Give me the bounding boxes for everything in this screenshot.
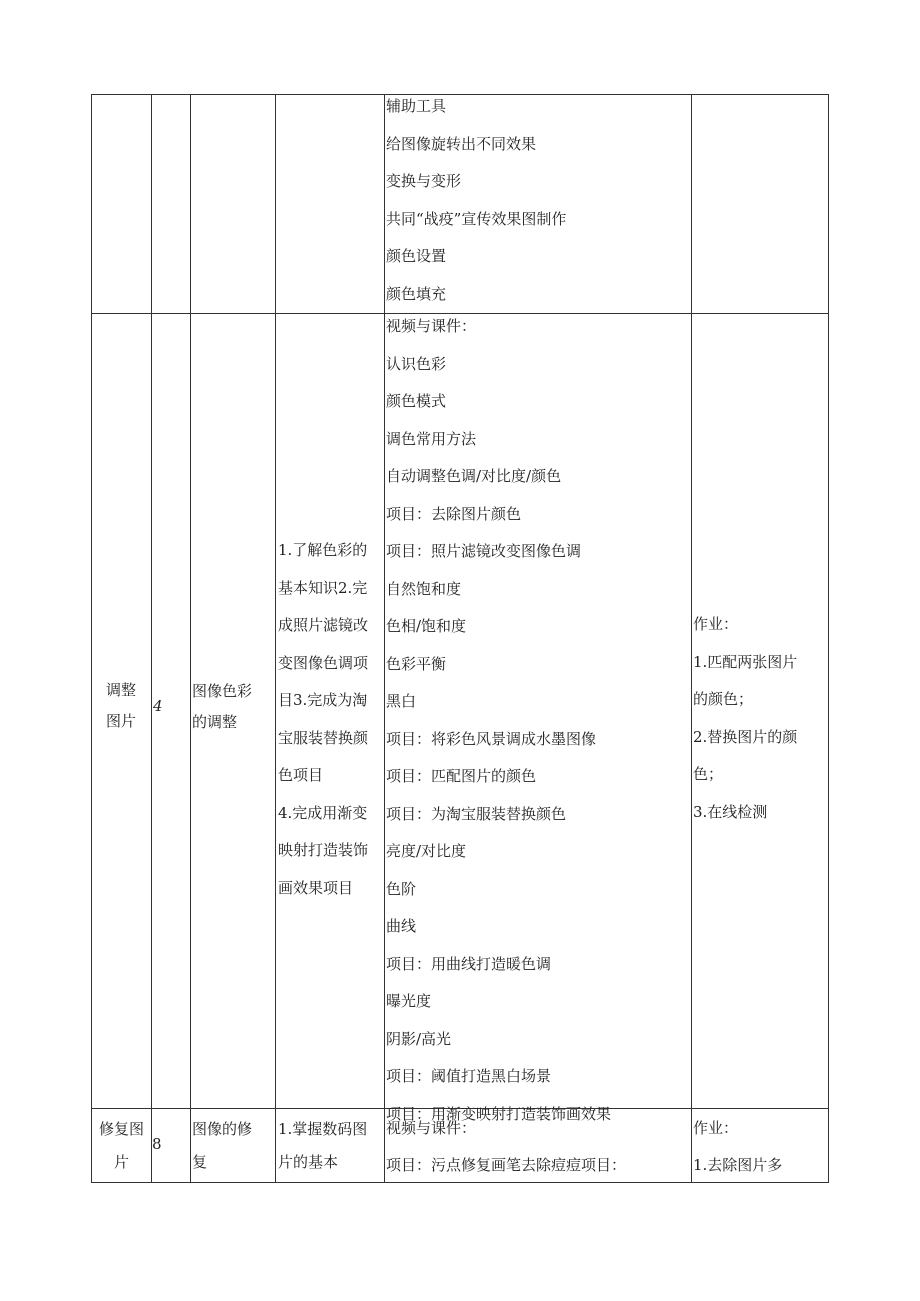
homework-line: 2.替换图片的颜 <box>693 727 798 746</box>
objective-line: 画效果项目 <box>278 878 354 897</box>
objective-line: 4.完成用渐变 <box>278 803 368 822</box>
module-line: 修复图 <box>98 1120 144 1138</box>
content-line: 共同“战疫”宣传效果图制作 <box>386 209 567 228</box>
homework-line: 的颜色； <box>693 690 754 708</box>
objective-line: 宝服装替换颜 <box>278 728 369 747</box>
col-line-5 <box>691 94 692 1182</box>
objective-line: 目3.完成为淘 <box>278 691 368 709</box>
content-line: 自动调整色调/对比度/颜色 <box>386 467 562 485</box>
objective-line: 映射打造装饰 <box>278 841 369 859</box>
content-line: 项目：将彩色风景调成水墨图像 <box>386 729 597 748</box>
topic-line: 图像的修 <box>192 1120 253 1138</box>
homework-line: 3.在线检测 <box>693 802 768 821</box>
objective-line: 色项目 <box>278 766 324 784</box>
content-line: 变换与变形 <box>386 172 462 190</box>
content-line: 色彩平衡 <box>386 654 447 673</box>
content-line: 认识色彩 <box>386 354 447 373</box>
objective-line: 基本知识2.完 <box>278 578 368 597</box>
content-line: 亮度/对比度 <box>386 842 467 860</box>
topic-line: 复 <box>192 1153 208 1171</box>
homework-line: 作业： <box>693 615 739 633</box>
row3-content <box>386 1110 689 1184</box>
row2-module <box>93 675 149 737</box>
row2-homework <box>693 606 827 831</box>
content-line: 色阶 <box>386 879 417 898</box>
content-line: 视频与课件： <box>386 1119 477 1137</box>
content-line: 黑白 <box>386 692 417 710</box>
row2-objectives <box>278 532 383 907</box>
content-line: 项目：照片滤镜改变图像色调 <box>386 542 582 560</box>
module-line: 图片 <box>105 712 136 730</box>
col-line-1 <box>151 94 152 1182</box>
objective-line: 成照片滤镜改 <box>278 616 369 634</box>
content-line: 项目：用渐变映射打造装饰画效果 <box>386 1104 612 1123</box>
col-line-4 <box>384 94 385 1182</box>
row3-homework <box>693 1110 827 1184</box>
content-line: 项目：污点修复画笔去除痘痘项目： <box>386 1156 627 1174</box>
objective-line: 片的基本 <box>278 1153 339 1171</box>
content-line: 给图像旋转出不同效果 <box>386 134 537 153</box>
homework-line: 作业： <box>693 1119 739 1137</box>
row3-hours: 8 <box>152 1135 162 1153</box>
col-line-6 <box>828 94 829 1182</box>
course-table <box>91 94 829 1182</box>
content-line: 颜色填充 <box>386 284 447 303</box>
row3-topic <box>192 1113 274 1179</box>
row2-topic <box>192 676 274 738</box>
content-line: 自然饱和度 <box>386 579 462 598</box>
objective-line: 1.掌握数码图 <box>278 1120 368 1138</box>
content-line: 色相/饱和度 <box>386 617 467 635</box>
homework-line: 1.去除图片多 <box>693 1156 783 1174</box>
objective-line: 变图像色调项 <box>278 653 369 672</box>
content-line: 项目：用曲线打造暖色调 <box>386 954 552 973</box>
row2-hours: 4 <box>153 697 163 715</box>
content-line: 项目：去除图片颜色 <box>386 504 522 523</box>
content-line: 颜色设置 <box>386 247 447 265</box>
module-line: 调整 <box>105 681 136 699</box>
content-line: 视频与课件： <box>386 317 477 335</box>
col-line-0 <box>91 94 92 1182</box>
content-line: 曲线 <box>386 917 417 935</box>
content-line: 曝光度 <box>386 992 432 1010</box>
content-line: 辅助工具 <box>386 97 447 115</box>
content-line: 阴影/高光 <box>386 1029 452 1048</box>
content-line: 项目：阈值打造黑白场景 <box>386 1067 552 1085</box>
col-line-2 <box>190 94 191 1182</box>
content-line: 颜色模式 <box>386 392 447 410</box>
homework-line: 1.匹配两张图片 <box>693 652 798 671</box>
topic-line: 的调整 <box>192 713 238 731</box>
content-line: 项目：匹配图片的颜色 <box>386 767 537 785</box>
row2-content <box>386 308 689 1123</box>
objective-line: 1.了解色彩的 <box>278 541 368 559</box>
topic-line: 图像色彩 <box>192 682 253 700</box>
module-line: 片 <box>113 1153 129 1171</box>
homework-line: 色； <box>693 765 724 783</box>
row3-objectives <box>278 1113 383 1179</box>
content-line: 项目：为淘宝服装替换颜色 <box>386 804 567 823</box>
content-line: 调色常用方法 <box>386 429 477 448</box>
col-line-3 <box>275 94 276 1182</box>
row3-module <box>93 1113 150 1179</box>
row1-content <box>386 88 689 312</box>
